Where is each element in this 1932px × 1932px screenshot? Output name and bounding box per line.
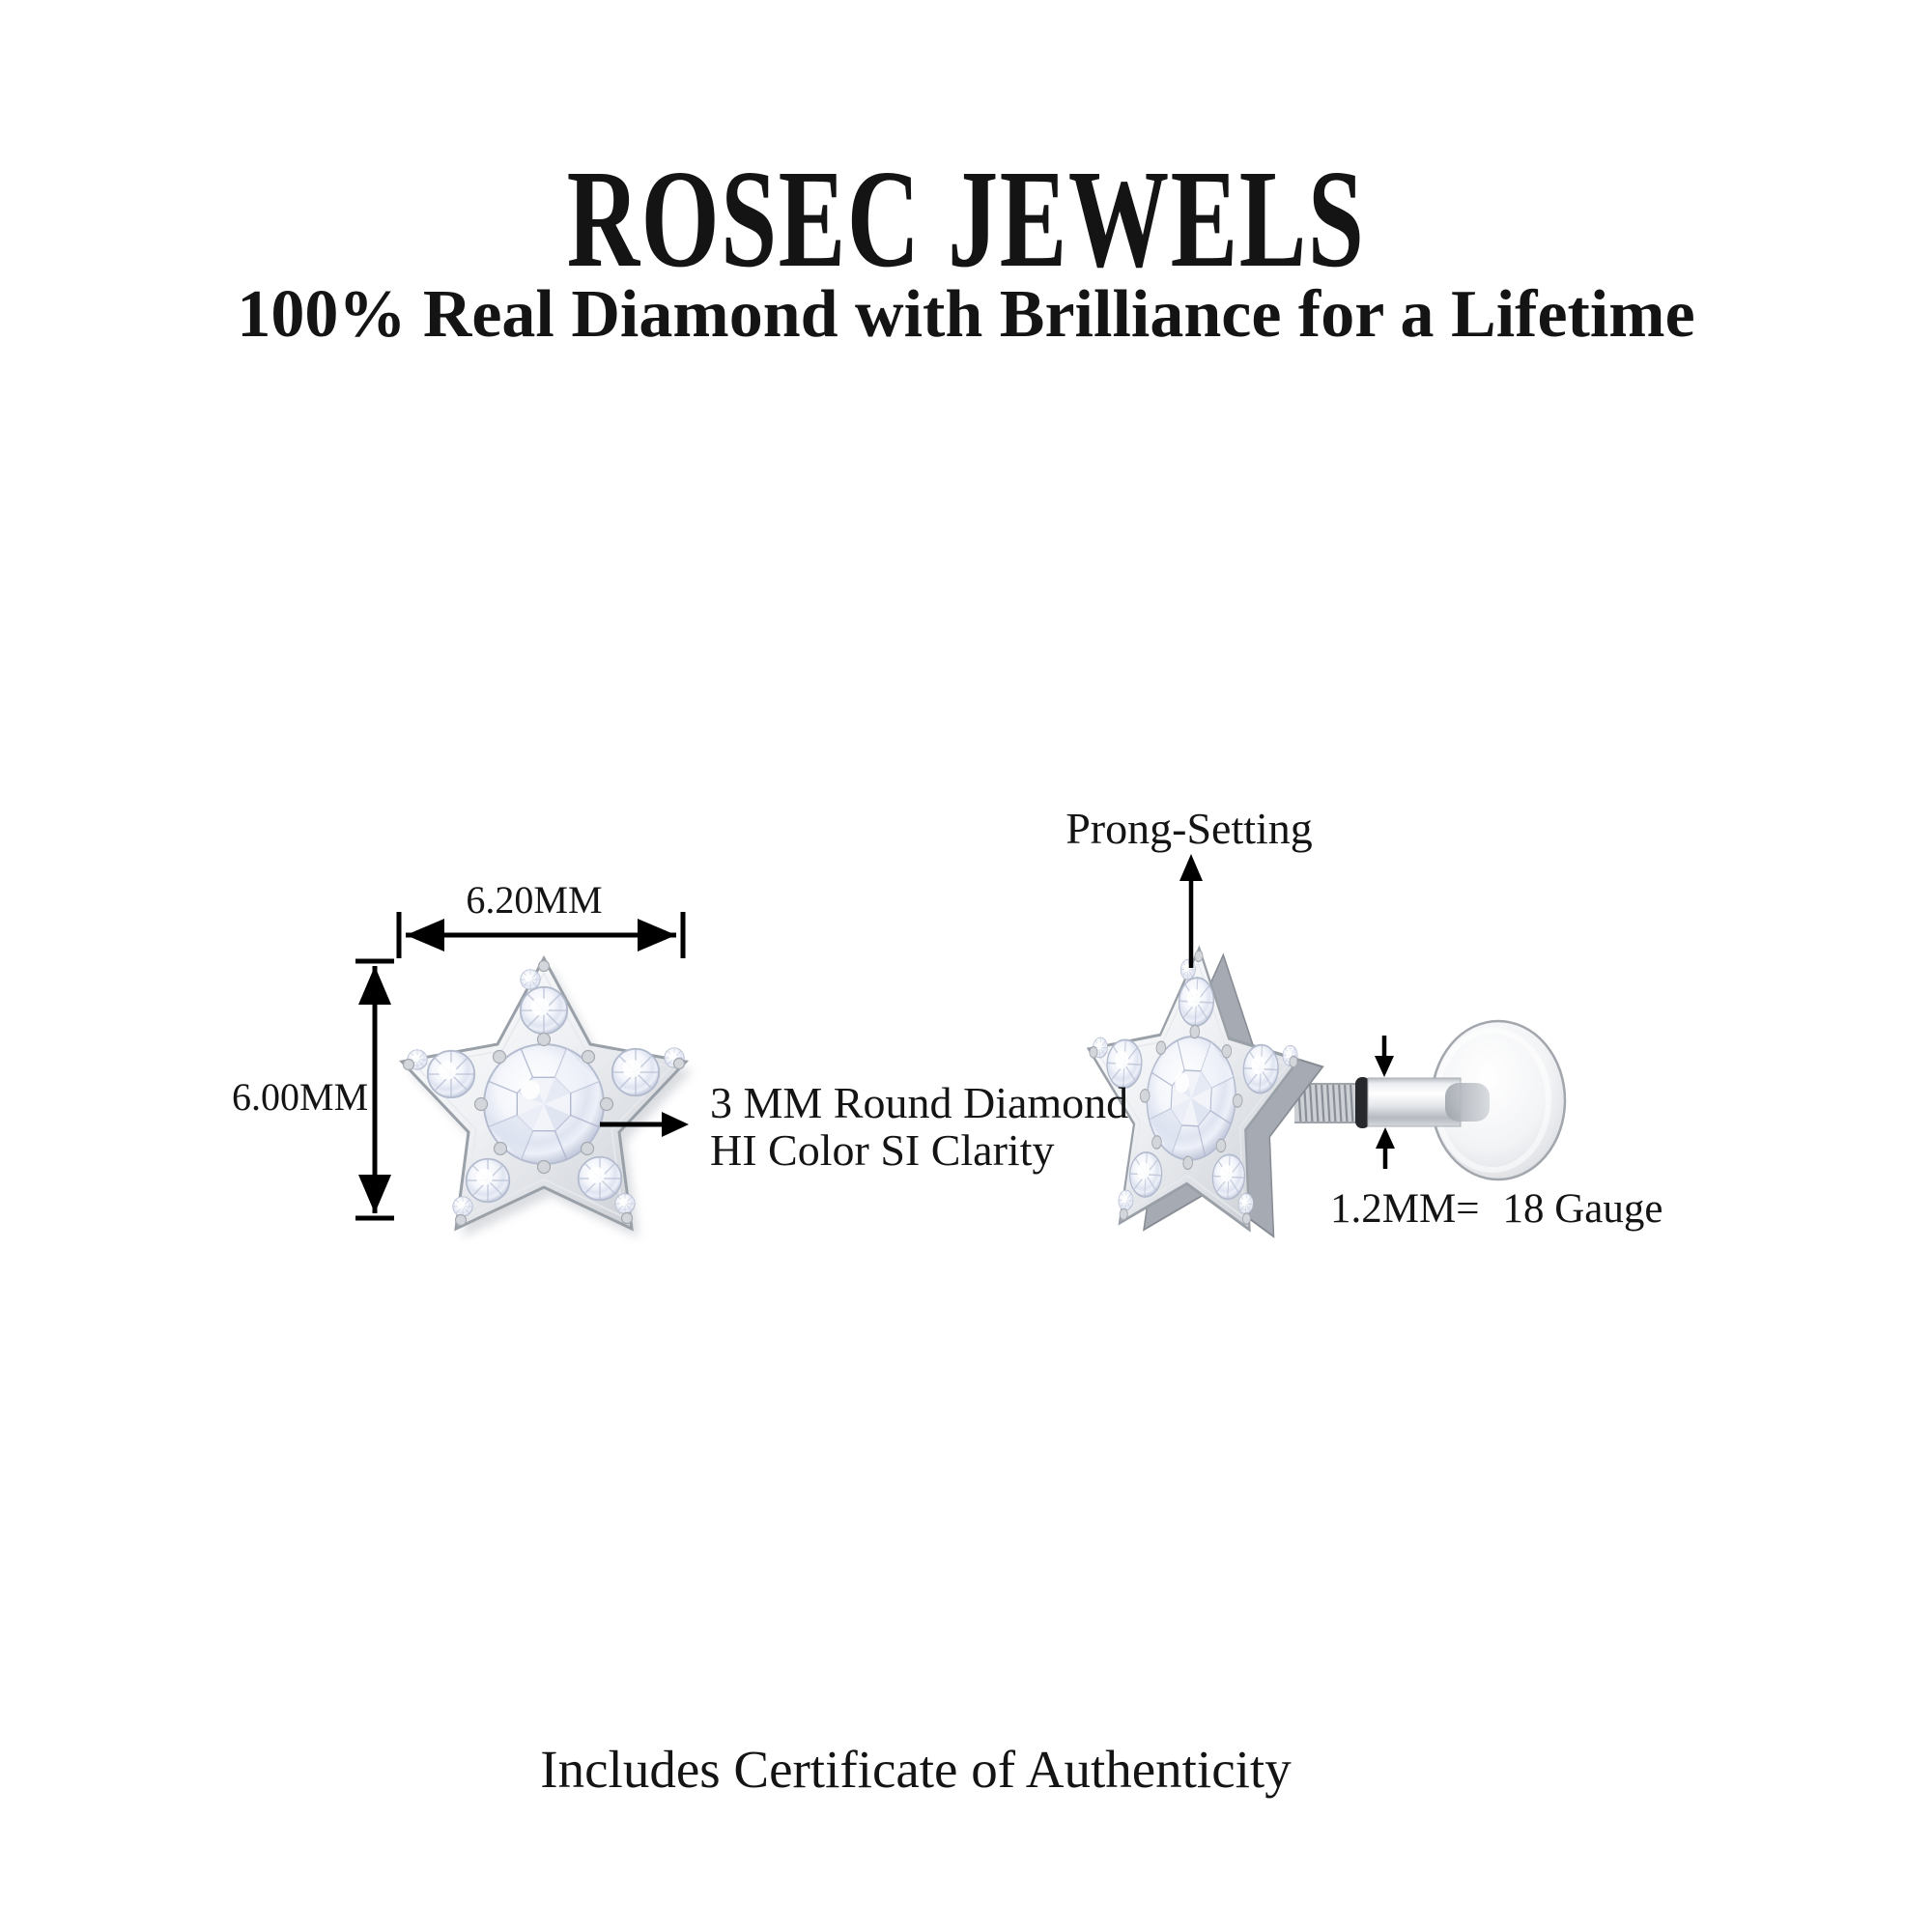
gauge-label <box>1330 1188 1662 1230</box>
stone-annotation-line1: 3 MM Round Diamond <box>710 1078 1129 1127</box>
width-dimension-label: 6.20MM <box>466 878 603 922</box>
stone-annotation <box>710 1080 1128 1175</box>
post-size-label: 1.2MM= <box>1330 1186 1480 1232</box>
brand-title: ROSEC JEWELS <box>566 142 1366 298</box>
brand-tagline: 100% Real Diamond with Brilliance for a Lifetime <box>237 277 1695 353</box>
stone-annotation-line2: HI Color SI Clarity <box>710 1124 1055 1175</box>
certificate-note: Includes Certificate of Authenticity <box>540 1740 1292 1799</box>
prong-setting-label: Prong-Setting <box>1065 804 1313 853</box>
star-earring-front-illustration <box>402 958 693 1237</box>
gauge-value-label: 18 Gauge <box>1502 1186 1663 1232</box>
height-dimension-label: 6.00MM <box>232 1075 369 1119</box>
